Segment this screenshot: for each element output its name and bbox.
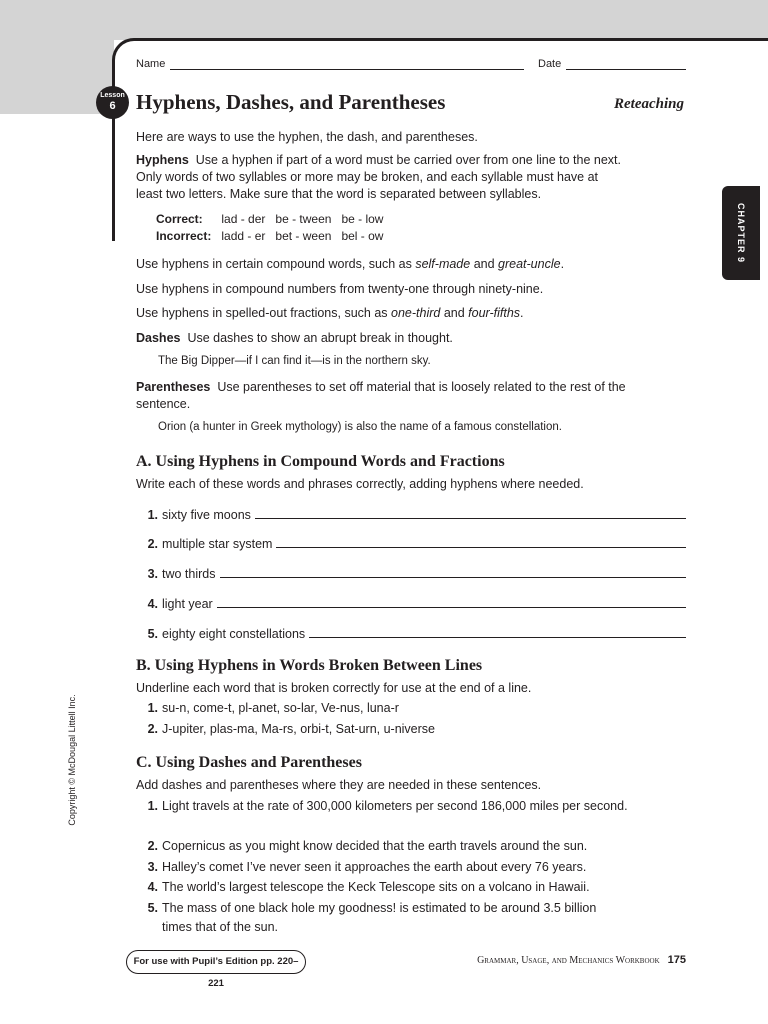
section-c-instructions: Add dashes and parentheses where they are needed in these sentences. [136,778,542,792]
dashes-example: The Big Dipper—if I can find it—is in the northern sky. [158,355,431,367]
page-number: 175 [667,954,686,966]
hyphens-term: Hyphens [136,153,189,167]
rule-example: great-uncle [498,257,561,271]
item-text[interactable]: J-upiter, plas-ma, Ma-rs, orbi-t, Sat-urn, u-niverse [162,722,435,736]
answer-line[interactable] [220,577,687,578]
rule-text: and [470,257,499,271]
correct-example: be - tween [275,212,332,226]
hyphens-text: Use a hyphen if part of a word must be carried over from one line to the next. Only words of two syllables or more may be broken, and each syllable must have at least two letters. Make sure that the word is separated between syllables. [136,153,621,201]
list-item [136,535,686,551]
correct-label: Correct: [156,212,203,226]
list-item [136,878,636,897]
dashes-text: Use dashes to show an abrupt break in thought. [187,331,453,345]
rule-compound-words [136,256,636,273]
rule-example: one-third [391,306,441,320]
hyphens-rule [136,152,626,203]
correct-example: lad - der [221,212,266,226]
item-text: light year [162,597,213,611]
correct-example: be - low [341,212,384,226]
list-item [136,625,686,641]
list-item [136,699,636,718]
item-number: 1. [147,799,158,813]
incorrect-example: ladd - er [221,229,266,243]
item-text: sixty five moons [162,508,251,522]
rule-compound-numbers: Use hyphens in compound numbers from twenty-one through ninety-nine. [136,282,544,296]
lesson-word: Lesson [100,92,125,99]
item-text[interactable]: Light travels at the rate of 300,000 kilometers per second 186,000 miles per second. [162,799,628,813]
name-date-row [136,58,686,72]
incorrect-example: bet - ween [275,229,332,243]
list-item [136,506,686,522]
item-text[interactable]: Halley’s comet I’ve never seen it approaches the earth about every 76 years. [162,860,587,874]
pupil-edition-reference: For use with Pupil’s Edition pp. 220–221 [126,950,306,974]
page-tag: Reteaching [614,96,684,112]
item-number: 2. [147,722,158,736]
name-field[interactable] [170,69,524,70]
incorrect-label: Incorrect: [156,229,212,243]
item-text[interactable]: The mass of one black hole my goodness! is estimated to be around 3.5 billion times that of the sun. [162,901,597,934]
lesson-badge [96,86,129,119]
section-a-heading: A. Using Hyphens in Compound Words and Fractions [136,453,505,470]
list-item [136,797,636,816]
parentheses-example: Orion (a hunter in Greek mythology) is also the name of a famous constellation. [158,421,562,433]
page-title: Hyphens, Dashes, and Parentheses [136,90,446,114]
item-text: two thirds [162,567,216,581]
date-field[interactable] [566,69,686,70]
answer-line[interactable] [276,547,686,548]
list-item [136,595,686,611]
intro-text: Here are ways to use the hyphen, the dash, and parentheses. [136,130,478,144]
item-text[interactable]: su-n, come-t, pl-anet, so-lar, Ve-nus, luna-r [162,701,399,715]
item-text[interactable]: The world’s largest telescope the Keck Telescope sits on a volcano in Hawaii. [162,880,590,894]
answer-line[interactable] [255,518,686,519]
footer-book-info [420,954,686,966]
item-text: eighty eight constellations [162,627,306,641]
parentheses-rule [136,379,626,413]
item-number: 4. [147,880,158,894]
rule-fractions [136,305,636,322]
item-text[interactable]: Copernicus as you might know decided that the earth travels around the sun. [162,839,588,853]
top-band [0,0,768,40]
answer-line[interactable] [309,637,686,638]
copyright-notice: Copyright © McDougal Littell Inc. [67,694,77,826]
item-number: 1. [147,701,158,715]
rule-text: and [440,306,469,320]
item-number: 1. [147,508,158,522]
lesson-number: 6 [109,100,116,112]
dashes-rule [136,330,636,347]
chapter-tab [722,186,760,280]
book-title: Grammar, Usage, and Mechanics Workbook [477,955,660,966]
parentheses-term: Parentheses [136,380,211,394]
rule-text: Use hyphens in certain compound words, such as [136,257,416,271]
section-b-heading: B. Using Hyphens in Words Broken Between Lines [136,657,483,674]
list-item [136,837,636,856]
name-label: Name [136,58,166,70]
item-number: 3. [147,860,158,874]
rule-text: . [520,306,524,320]
item-number: 2. [147,839,158,853]
chapter-tab-label: CHAPTER 9 [736,202,746,264]
list-item [136,899,636,937]
syllable-examples [156,211,393,245]
rule-example: self-made [415,257,471,271]
dashes-term: Dashes [136,331,181,345]
incorrect-example: bel - ow [341,229,384,243]
item-number: 5. [147,901,158,915]
list-item [136,565,686,581]
rule-example: four-fifths [468,306,521,320]
rule-text: . [560,257,565,271]
item-number: 5. [147,627,158,641]
item-number: 3. [147,567,158,581]
section-b-instructions: Underline each word that is broken correctly for use at the end of a line. [136,681,532,695]
item-number: 4. [147,597,158,611]
answer-line[interactable] [217,607,686,608]
list-item [136,720,636,739]
parentheses-text: Use parentheses to set off material that is loosely related to the rest of the sentence. [136,380,626,411]
item-number: 2. [147,537,158,551]
date-label: Date [538,58,562,70]
list-item [136,858,636,877]
section-c-heading: C. Using Dashes and Parentheses [136,754,362,771]
item-text: multiple star system [162,537,273,551]
section-a-instructions: Write each of these words and phrases correctly, adding hyphens where needed. [136,477,584,491]
rule-text: Use hyphens in spelled-out fractions, such as [136,306,391,320]
